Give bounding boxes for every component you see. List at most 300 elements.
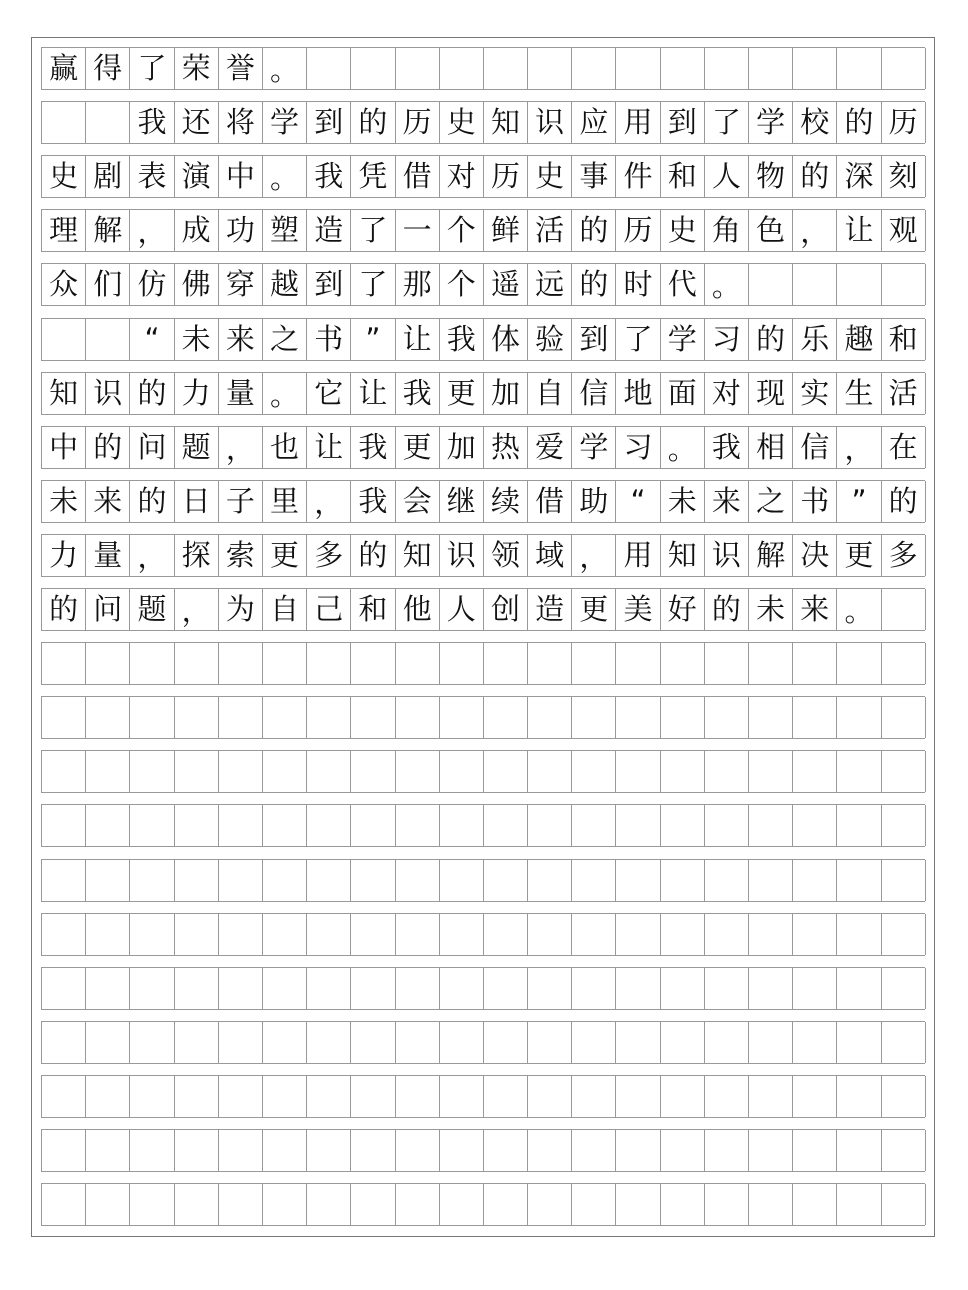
grid-cell bbox=[86, 102, 130, 143]
grid-cell bbox=[130, 805, 174, 846]
grid-cell bbox=[572, 48, 616, 89]
grid-cell: 誉 bbox=[219, 48, 263, 89]
grid-cell: 遥 bbox=[484, 264, 528, 305]
grid-cell: 识 bbox=[86, 373, 130, 414]
grid-cell bbox=[793, 968, 837, 1009]
grid-cell: 来 bbox=[793, 589, 837, 630]
grid-cell bbox=[661, 860, 705, 901]
grid-cell bbox=[572, 1076, 616, 1117]
grid-cell: 解 bbox=[749, 535, 793, 576]
grid-cell: 实 bbox=[793, 373, 837, 414]
grid-cell bbox=[484, 914, 528, 955]
grid-cell bbox=[130, 1076, 174, 1117]
grid-cell bbox=[528, 1184, 572, 1225]
grid-cell bbox=[528, 643, 572, 684]
grid-cell: 信 bbox=[572, 373, 616, 414]
grid-cell bbox=[837, 860, 881, 901]
grid-cell: 的 bbox=[351, 535, 395, 576]
grid-cell: 们 bbox=[86, 264, 130, 305]
grid-cell: 校 bbox=[793, 102, 837, 143]
grid-cell bbox=[351, 860, 395, 901]
grid-cell bbox=[130, 914, 174, 955]
grid-cell: 借 bbox=[528, 481, 572, 522]
grid-cell: 我 bbox=[130, 102, 174, 143]
grid-cell: 多 bbox=[882, 535, 926, 576]
grid-cell: 题 bbox=[175, 427, 219, 468]
grid-cell bbox=[572, 914, 616, 955]
grid-cell bbox=[749, 1184, 793, 1225]
grid-cell: 知 bbox=[396, 535, 440, 576]
grid-cell: 中 bbox=[42, 427, 86, 468]
grid-cell bbox=[616, 1076, 660, 1117]
grid-cell: 还 bbox=[175, 102, 219, 143]
grid-cell: 更 bbox=[440, 373, 484, 414]
grid-cell: 。 bbox=[705, 264, 749, 305]
grid-row bbox=[41, 696, 925, 739]
grid-cell: 史 bbox=[440, 102, 484, 143]
grid-cell bbox=[572, 751, 616, 792]
grid-cell bbox=[882, 1130, 926, 1171]
grid-cell bbox=[42, 860, 86, 901]
grid-cell: 应 bbox=[572, 102, 616, 143]
grid-cell bbox=[616, 805, 660, 846]
grid-cell: 自 bbox=[263, 589, 307, 630]
grid-cell: 力 bbox=[42, 535, 86, 576]
grid-cell bbox=[86, 1184, 130, 1225]
grid-cell: 活 bbox=[882, 373, 926, 414]
grid-cell bbox=[484, 860, 528, 901]
grid-cell bbox=[661, 697, 705, 738]
grid-cell: 更 bbox=[572, 589, 616, 630]
grid-cell: 史 bbox=[661, 210, 705, 251]
grid-cell: 领 bbox=[484, 535, 528, 576]
grid-cell bbox=[661, 914, 705, 955]
grid-cell bbox=[351, 48, 395, 89]
grid-cell bbox=[572, 643, 616, 684]
grid-cell bbox=[793, 751, 837, 792]
grid-cell bbox=[661, 968, 705, 1009]
grid-cell: 中 bbox=[219, 156, 263, 197]
grid-cell: 来 bbox=[86, 481, 130, 522]
grid-cell bbox=[351, 643, 395, 684]
grid-cell: ， bbox=[130, 535, 174, 576]
grid-cell bbox=[484, 751, 528, 792]
grid-cell: 学 bbox=[572, 427, 616, 468]
grid-cell: ， bbox=[307, 481, 351, 522]
grid-cell: 之 bbox=[749, 481, 793, 522]
grid-cell: 它 bbox=[307, 373, 351, 414]
grid-cell bbox=[616, 751, 660, 792]
grid-cell: 继 bbox=[440, 481, 484, 522]
grid-cell bbox=[175, 860, 219, 901]
grid-cell bbox=[42, 914, 86, 955]
grid-cell: 学 bbox=[749, 102, 793, 143]
grid-row bbox=[41, 1021, 925, 1064]
grid-cell: ， bbox=[219, 427, 263, 468]
grid-cell bbox=[130, 860, 174, 901]
grid-cell bbox=[42, 968, 86, 1009]
grid-cell bbox=[42, 1130, 86, 1171]
grid-cell bbox=[86, 805, 130, 846]
grid-cell bbox=[219, 697, 263, 738]
grid-cell bbox=[661, 643, 705, 684]
grid-cell: 到 bbox=[307, 102, 351, 143]
grid-cell: 相 bbox=[749, 427, 793, 468]
composition-paper bbox=[31, 37, 935, 1237]
grid-cell: 习 bbox=[705, 319, 749, 360]
grid-cell: 未 bbox=[175, 319, 219, 360]
grid-cell bbox=[219, 805, 263, 846]
grid-cell bbox=[749, 697, 793, 738]
grid-cell bbox=[175, 643, 219, 684]
grid-cell bbox=[837, 805, 881, 846]
grid-cell bbox=[42, 805, 86, 846]
grid-cell bbox=[396, 1022, 440, 1063]
grid-cell: 面 bbox=[661, 373, 705, 414]
grid-cell bbox=[882, 48, 926, 89]
grid-row bbox=[41, 913, 925, 956]
grid-cell bbox=[307, 643, 351, 684]
grid-cell: 和 bbox=[882, 319, 926, 360]
grid-cell: 众 bbox=[42, 264, 86, 305]
grid-cell bbox=[130, 968, 174, 1009]
grid-cell bbox=[130, 751, 174, 792]
grid-cell: 解 bbox=[86, 210, 130, 251]
grid-cell: 。 bbox=[263, 156, 307, 197]
grid-cell bbox=[749, 48, 793, 89]
grid-cell bbox=[749, 860, 793, 901]
grid-row bbox=[41, 1183, 925, 1226]
grid-cell: 。 bbox=[263, 373, 307, 414]
grid-cell bbox=[837, 643, 881, 684]
grid-cell: ， bbox=[793, 210, 837, 251]
grid-cell: 学 bbox=[263, 102, 307, 143]
grid-cell bbox=[484, 697, 528, 738]
grid-row bbox=[41, 1129, 925, 1172]
grid-cell bbox=[351, 1184, 395, 1225]
grid-cell bbox=[793, 1022, 837, 1063]
grid-cell: 乐 bbox=[793, 319, 837, 360]
grid-cell bbox=[882, 1184, 926, 1225]
grid-cell bbox=[42, 751, 86, 792]
grid-cell bbox=[219, 860, 263, 901]
grid-cell bbox=[616, 860, 660, 901]
grid-cell bbox=[705, 643, 749, 684]
grid-cell bbox=[749, 1022, 793, 1063]
grid-cell bbox=[837, 48, 881, 89]
grid-cell bbox=[219, 1184, 263, 1225]
grid-cell: 爱 bbox=[528, 427, 572, 468]
grid-cell: 人 bbox=[440, 589, 484, 630]
grid-cell bbox=[484, 1184, 528, 1225]
grid-cell: 深 bbox=[837, 156, 881, 197]
grid-cell bbox=[307, 697, 351, 738]
grid-cell: 我 bbox=[351, 427, 395, 468]
grid-cell: 更 bbox=[263, 535, 307, 576]
grid-cell bbox=[42, 102, 86, 143]
grid-cell bbox=[440, 1022, 484, 1063]
grid-cell: 仿 bbox=[130, 264, 174, 305]
grid-cell bbox=[616, 1130, 660, 1171]
grid-cell bbox=[86, 1076, 130, 1117]
grid-cell: ” bbox=[351, 319, 395, 360]
grid-cell: 和 bbox=[661, 156, 705, 197]
grid-cell bbox=[528, 968, 572, 1009]
grid-cell bbox=[572, 805, 616, 846]
grid-cell: 史 bbox=[528, 156, 572, 197]
grid-cell bbox=[793, 1130, 837, 1171]
grid-cell bbox=[882, 264, 926, 305]
grid-cell: 知 bbox=[661, 535, 705, 576]
grid-cell bbox=[793, 1184, 837, 1225]
grid-cell: 助 bbox=[572, 481, 616, 522]
grid-cell bbox=[616, 643, 660, 684]
grid-cell: 历 bbox=[396, 102, 440, 143]
grid-cell: 书 bbox=[307, 319, 351, 360]
grid-cell bbox=[528, 1022, 572, 1063]
grid-cell bbox=[219, 643, 263, 684]
grid-cell bbox=[307, 48, 351, 89]
grid-cell bbox=[616, 1184, 660, 1225]
grid-cell: 表 bbox=[130, 156, 174, 197]
grid-cell: 未 bbox=[42, 481, 86, 522]
grid-cell bbox=[528, 697, 572, 738]
grid-cell: 历 bbox=[616, 210, 660, 251]
grid-cell bbox=[882, 968, 926, 1009]
grid-cell: 了 bbox=[351, 210, 395, 251]
grid-cell: 。 bbox=[263, 48, 307, 89]
grid-cell bbox=[749, 751, 793, 792]
grid-cell: 域 bbox=[528, 535, 572, 576]
grid-cell: 识 bbox=[528, 102, 572, 143]
grid-cell bbox=[440, 48, 484, 89]
grid-cell: 我 bbox=[440, 319, 484, 360]
grid-cell: 那 bbox=[396, 264, 440, 305]
grid-row bbox=[41, 804, 925, 847]
grid-cell bbox=[175, 914, 219, 955]
grid-cell: 得 bbox=[86, 48, 130, 89]
grid-cell: 加 bbox=[484, 373, 528, 414]
grid-cell bbox=[263, 1076, 307, 1117]
grid-cell bbox=[661, 751, 705, 792]
grid-cell: 的 bbox=[351, 102, 395, 143]
grid-cell: 之 bbox=[263, 319, 307, 360]
grid-cell bbox=[749, 643, 793, 684]
grid-cell bbox=[528, 860, 572, 901]
grid-cell: 活 bbox=[528, 210, 572, 251]
grid-cell bbox=[396, 805, 440, 846]
grid-row bbox=[41, 155, 925, 198]
grid-cell: 美 bbox=[616, 589, 660, 630]
grid-cell: 探 bbox=[175, 535, 219, 576]
grid-cell bbox=[484, 805, 528, 846]
grid-cell: 量 bbox=[86, 535, 130, 576]
grid-cell bbox=[440, 1130, 484, 1171]
grid-cell: 历 bbox=[882, 102, 926, 143]
grid-cell bbox=[484, 968, 528, 1009]
grid-cell: 代 bbox=[661, 264, 705, 305]
grid-cell bbox=[705, 1130, 749, 1171]
grid-cell bbox=[882, 697, 926, 738]
grid-cell: 功 bbox=[219, 210, 263, 251]
grid-row bbox=[41, 1075, 925, 1118]
grid-cell: 量 bbox=[219, 373, 263, 414]
grid-cell: 了 bbox=[351, 264, 395, 305]
grid-cell: 穿 bbox=[219, 264, 263, 305]
grid-cell: 来 bbox=[219, 319, 263, 360]
grid-cell bbox=[175, 751, 219, 792]
grid-cell bbox=[793, 914, 837, 955]
grid-cell bbox=[307, 968, 351, 1009]
grid-cell: ， bbox=[175, 589, 219, 630]
grid-row bbox=[41, 318, 925, 361]
grid-cell: 。 bbox=[661, 427, 705, 468]
grid-cell: 题 bbox=[130, 589, 174, 630]
grid-row bbox=[41, 372, 925, 415]
grid-cell: 让 bbox=[351, 373, 395, 414]
grid-row bbox=[41, 47, 925, 90]
grid-cell bbox=[882, 1022, 926, 1063]
grid-cell bbox=[705, 48, 749, 89]
grid-cell: “ bbox=[616, 481, 660, 522]
grid-cell: 验 bbox=[528, 319, 572, 360]
grid-cell bbox=[705, 968, 749, 1009]
grid-cell: 创 bbox=[484, 589, 528, 630]
grid-cell: 角 bbox=[705, 210, 749, 251]
grid-cell: 加 bbox=[440, 427, 484, 468]
grid-cell bbox=[837, 1076, 881, 1117]
grid-cell bbox=[219, 914, 263, 955]
grid-cell: 件 bbox=[616, 156, 660, 197]
grid-cell: 日 bbox=[175, 481, 219, 522]
grid-row bbox=[41, 588, 925, 631]
grid-cell bbox=[396, 48, 440, 89]
grid-cell bbox=[396, 1130, 440, 1171]
grid-cell bbox=[219, 751, 263, 792]
grid-cell: 我 bbox=[396, 373, 440, 414]
grid-cell: 学 bbox=[661, 319, 705, 360]
grid-cell bbox=[396, 860, 440, 901]
grid-cell bbox=[749, 805, 793, 846]
grid-cell bbox=[42, 1076, 86, 1117]
grid-cell bbox=[793, 264, 837, 305]
grid-cell bbox=[882, 914, 926, 955]
grid-cell bbox=[572, 1130, 616, 1171]
grid-cell: 体 bbox=[484, 319, 528, 360]
grid-cell bbox=[572, 968, 616, 1009]
grid-cell bbox=[705, 1022, 749, 1063]
grid-cell: 决 bbox=[793, 535, 837, 576]
grid-cell bbox=[219, 1022, 263, 1063]
grid-cell bbox=[661, 1022, 705, 1063]
grid-cell: 我 bbox=[307, 156, 351, 197]
grid-cell: 个 bbox=[440, 264, 484, 305]
grid-cell: 成 bbox=[175, 210, 219, 251]
grid-cell bbox=[793, 697, 837, 738]
grid-cell bbox=[572, 1184, 616, 1225]
grid-cell bbox=[484, 1076, 528, 1117]
grid-cell bbox=[130, 1022, 174, 1063]
grid-cell: 造 bbox=[528, 589, 572, 630]
grid-cell bbox=[837, 1130, 881, 1171]
grid-cell: 的 bbox=[837, 102, 881, 143]
grid-cell: 鲜 bbox=[484, 210, 528, 251]
grid-cell bbox=[263, 1022, 307, 1063]
grid-cell: ， bbox=[837, 427, 881, 468]
grid-cell: 的 bbox=[705, 589, 749, 630]
grid-cell bbox=[86, 751, 130, 792]
grid-cell: 佛 bbox=[175, 264, 219, 305]
grid-cell: 信 bbox=[793, 427, 837, 468]
grid-cell bbox=[793, 860, 837, 901]
grid-row bbox=[41, 967, 925, 1010]
grid-cell: 刻 bbox=[882, 156, 926, 197]
grid-cell bbox=[572, 697, 616, 738]
grid-cell: 了 bbox=[705, 102, 749, 143]
grid-cell bbox=[528, 805, 572, 846]
grid-cell bbox=[307, 1130, 351, 1171]
grid-cell bbox=[307, 1076, 351, 1117]
grid-cell: 续 bbox=[484, 481, 528, 522]
grid-cell bbox=[263, 914, 307, 955]
grid-cell bbox=[219, 968, 263, 1009]
grid-cell bbox=[351, 805, 395, 846]
grid-cell bbox=[42, 1022, 86, 1063]
grid-cell: 为 bbox=[219, 589, 263, 630]
grid-cell bbox=[705, 697, 749, 738]
grid-cell: 到 bbox=[572, 319, 616, 360]
grid-cell bbox=[440, 968, 484, 1009]
grid-cell bbox=[440, 914, 484, 955]
grid-cell: ， bbox=[130, 210, 174, 251]
grid-cell bbox=[528, 751, 572, 792]
grid-cell bbox=[42, 319, 86, 360]
grid-cell: 的 bbox=[882, 481, 926, 522]
grid-cell: 用 bbox=[616, 102, 660, 143]
grid-cell bbox=[882, 860, 926, 901]
grid-cell bbox=[793, 643, 837, 684]
grid-cell bbox=[837, 1022, 881, 1063]
grid-cell bbox=[882, 1076, 926, 1117]
grid-cell bbox=[130, 697, 174, 738]
grid-cell bbox=[661, 805, 705, 846]
grid-cell bbox=[42, 697, 86, 738]
grid-cell bbox=[307, 914, 351, 955]
grid-cell: 知 bbox=[42, 373, 86, 414]
grid-cell bbox=[263, 968, 307, 1009]
grid-cell bbox=[175, 805, 219, 846]
grid-cell: 理 bbox=[42, 210, 86, 251]
grid-cell bbox=[749, 968, 793, 1009]
grid-cell bbox=[175, 968, 219, 1009]
grid-cell bbox=[528, 48, 572, 89]
grid-cell bbox=[484, 1130, 528, 1171]
grid-cell bbox=[396, 968, 440, 1009]
grid-cell bbox=[837, 264, 881, 305]
grid-cell: 未 bbox=[749, 589, 793, 630]
grid-cell: 借 bbox=[396, 156, 440, 197]
grid-cell: 剧 bbox=[86, 156, 130, 197]
grid-cell bbox=[351, 697, 395, 738]
grid-cell: 在 bbox=[882, 427, 926, 468]
grid-cell bbox=[351, 1076, 395, 1117]
grid-cell: 索 bbox=[219, 535, 263, 576]
grid-row bbox=[41, 480, 925, 523]
grid-cell bbox=[528, 914, 572, 955]
grid-cell bbox=[616, 914, 660, 955]
grid-cell bbox=[616, 968, 660, 1009]
grid-cell: 好 bbox=[661, 589, 705, 630]
